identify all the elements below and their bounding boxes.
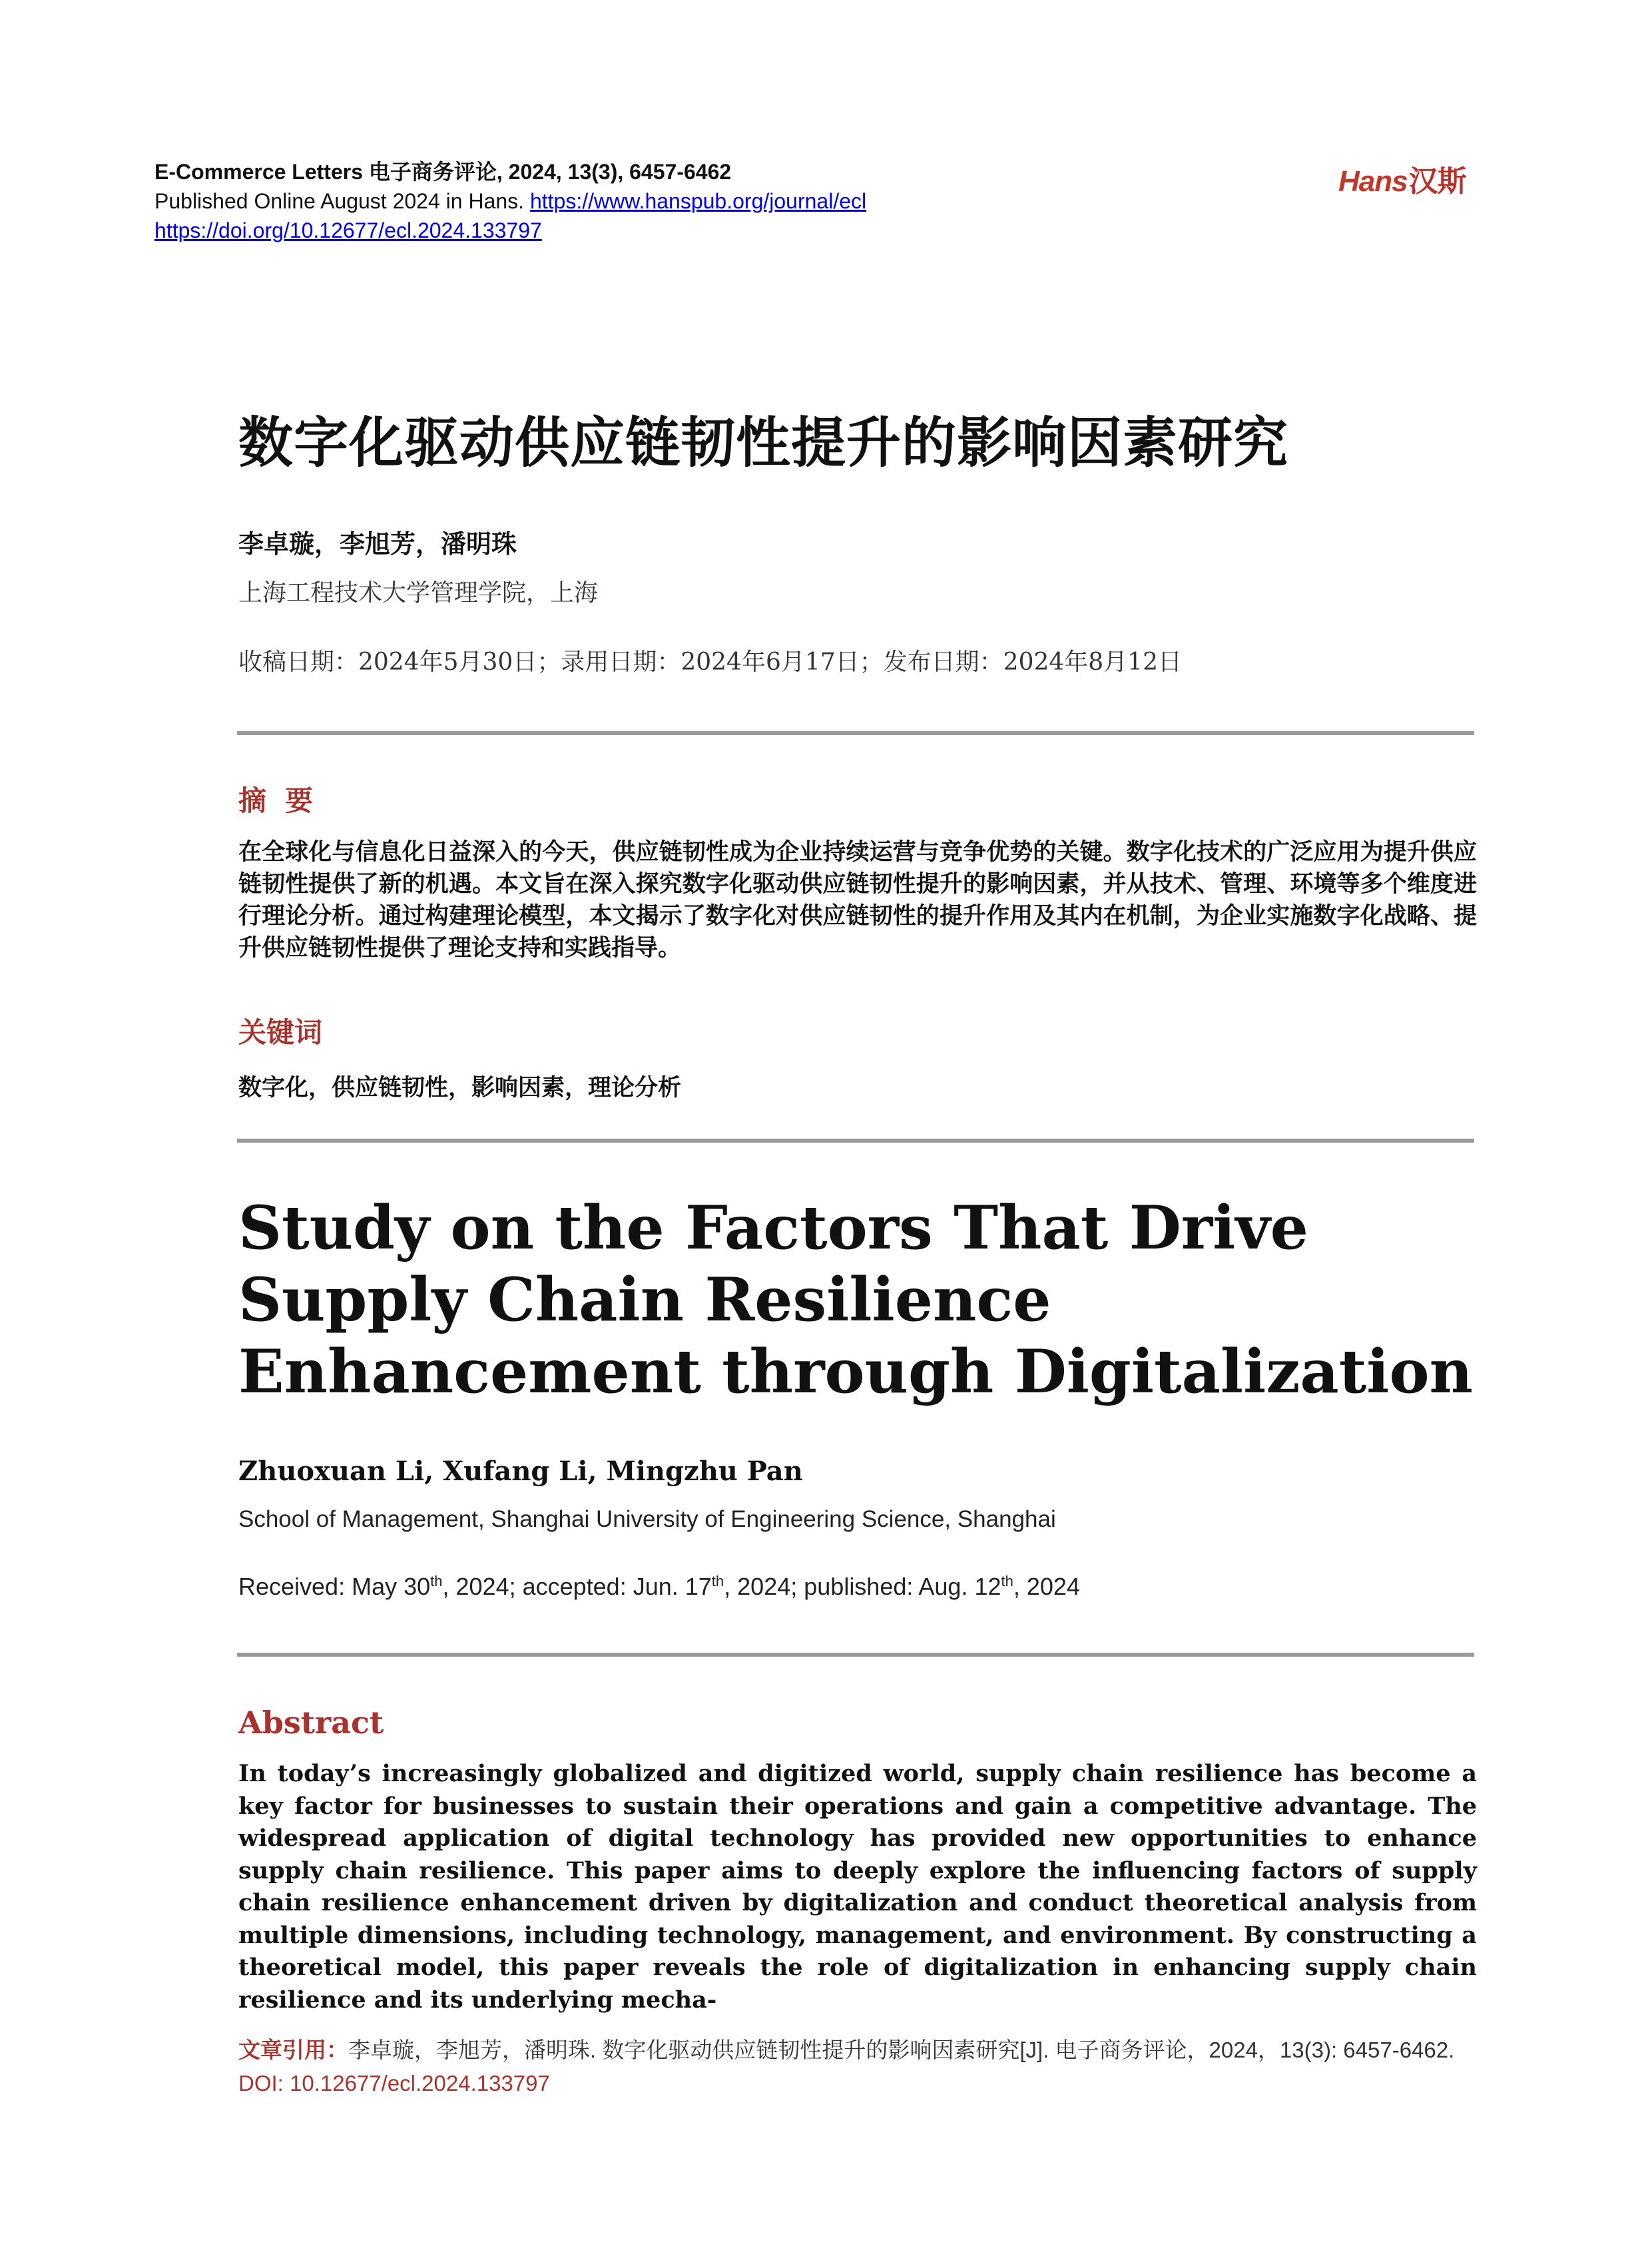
citation-text: 李卓璇，李旭芳，潘明珠. 数字化驱动供应链韧性提升的影响因素研究[J]. 电子商务评论，2024，13(3): 6457-6462. — [348, 2038, 1455, 2062]
citation-doi[interactable]: DOI: 10.12677/ecl.2024.133797 — [238, 2071, 550, 2096]
english-dates — [238, 1573, 1080, 1601]
journal-link[interactable]: https://www.hanspub.org/journal/ecl — [529, 189, 867, 213]
year-tail: , 2024 — [1013, 1573, 1080, 1600]
divider-3 — [237, 1653, 1474, 1657]
english-affiliation: School of Management, Shanghai University of Engineering Science, Shanghai — [238, 1506, 1056, 1532]
chinese-keywords: 数字化，供应链韧性，影响因素，理论分析 — [238, 1075, 682, 1101]
accepted-sup: th — [711, 1573, 724, 1589]
english-authors: Zhuoxuan Li, Xufang Li, Mingzhu Pan — [238, 1456, 803, 1487]
received-date: Received: May 30 — [238, 1573, 431, 1600]
divider-1 — [237, 731, 1474, 735]
chinese-authors: 李卓璇，李旭芳，潘明珠 — [238, 529, 517, 559]
chinese-title: 数字化驱动供应链韧性提升的影响因素研究 — [238, 412, 1289, 475]
english-title: Study on the Factors That Drive Supply Chain Resilience Enhancement through Digitalization — [238, 1193, 1473, 1407]
chinese-abstract-heading: 摘要 — [238, 784, 332, 817]
journal-line: E-Commerce Letters 电子商务评论, 2024, 13(3), 6457-6462 — [154, 160, 732, 184]
logo-text-cn: 汉斯 — [1408, 165, 1466, 198]
divider-2 — [237, 1139, 1474, 1143]
received-sup: th — [430, 1573, 443, 1589]
published-line — [154, 186, 866, 216]
published-prefix: Published Online August 2024 in Hans. — [154, 189, 530, 213]
english-abstract-heading: Abstract — [238, 1705, 384, 1741]
english-abstract: In today’s increasingly globalized and digitized world, supply chain resilience has become a key factor for businesses to sustain their operations and gain a competitive advantage. The widespread application of digital technology has provided new opportunities to enhance supply chain resilience. This paper aims to deeply explore the influencing factors of supply chain resilience enhancement driven by digitalization and conduct theoretical analysis from multiple dimensions, including technology, management, and environment. By constructing a theoretical model, this paper reveals the role of digitalization in enhancing supply chain resilience and its underlying mecha- — [238, 1760, 1477, 2014]
published-sup: th — [1001, 1573, 1013, 1589]
chinese-dates: 收稿日期：2024年5月30日；录用日期：2024年6月17日；发布日期：2024年8月12日 — [238, 649, 1182, 676]
publisher-logo — [1338, 157, 1466, 200]
citation-label: 文章引用： — [238, 2037, 348, 2063]
chinese-abstract: 在全球化与信息化日益深入的今天，供应链韧性成为企业持续运营与竞争优势的关键。数字化技术的广泛应用为提升供应链韧性提供了新的机遇。本文旨在深入探究数字化驱动供应链韧性提升的影响因素，并从技术、管理、环境等多个维度进行理论分析。通过构建理论模型，本文揭示了数字化对供应链韧性的提升作用及其内在机制，为企业实施数字化战略、提升供应链韧性提供了理论支持和实践指导。 — [238, 839, 1477, 962]
published-date: , 2024; published: Aug. 12 — [724, 1573, 1001, 1600]
doi-link[interactable]: https://doi.org/10.12677/ecl.2024.133797 — [154, 218, 542, 242]
doi-line — [154, 216, 542, 245]
citation — [238, 2034, 1477, 2100]
chinese-keywords-heading: 关键词 — [238, 1016, 323, 1049]
chinese-affiliation: 上海工程技术大学管理学院，上海 — [238, 579, 599, 607]
accepted-date: , 2024; accepted: Jun. 17 — [442, 1573, 712, 1600]
logo-text-en: Hans — [1338, 165, 1408, 198]
